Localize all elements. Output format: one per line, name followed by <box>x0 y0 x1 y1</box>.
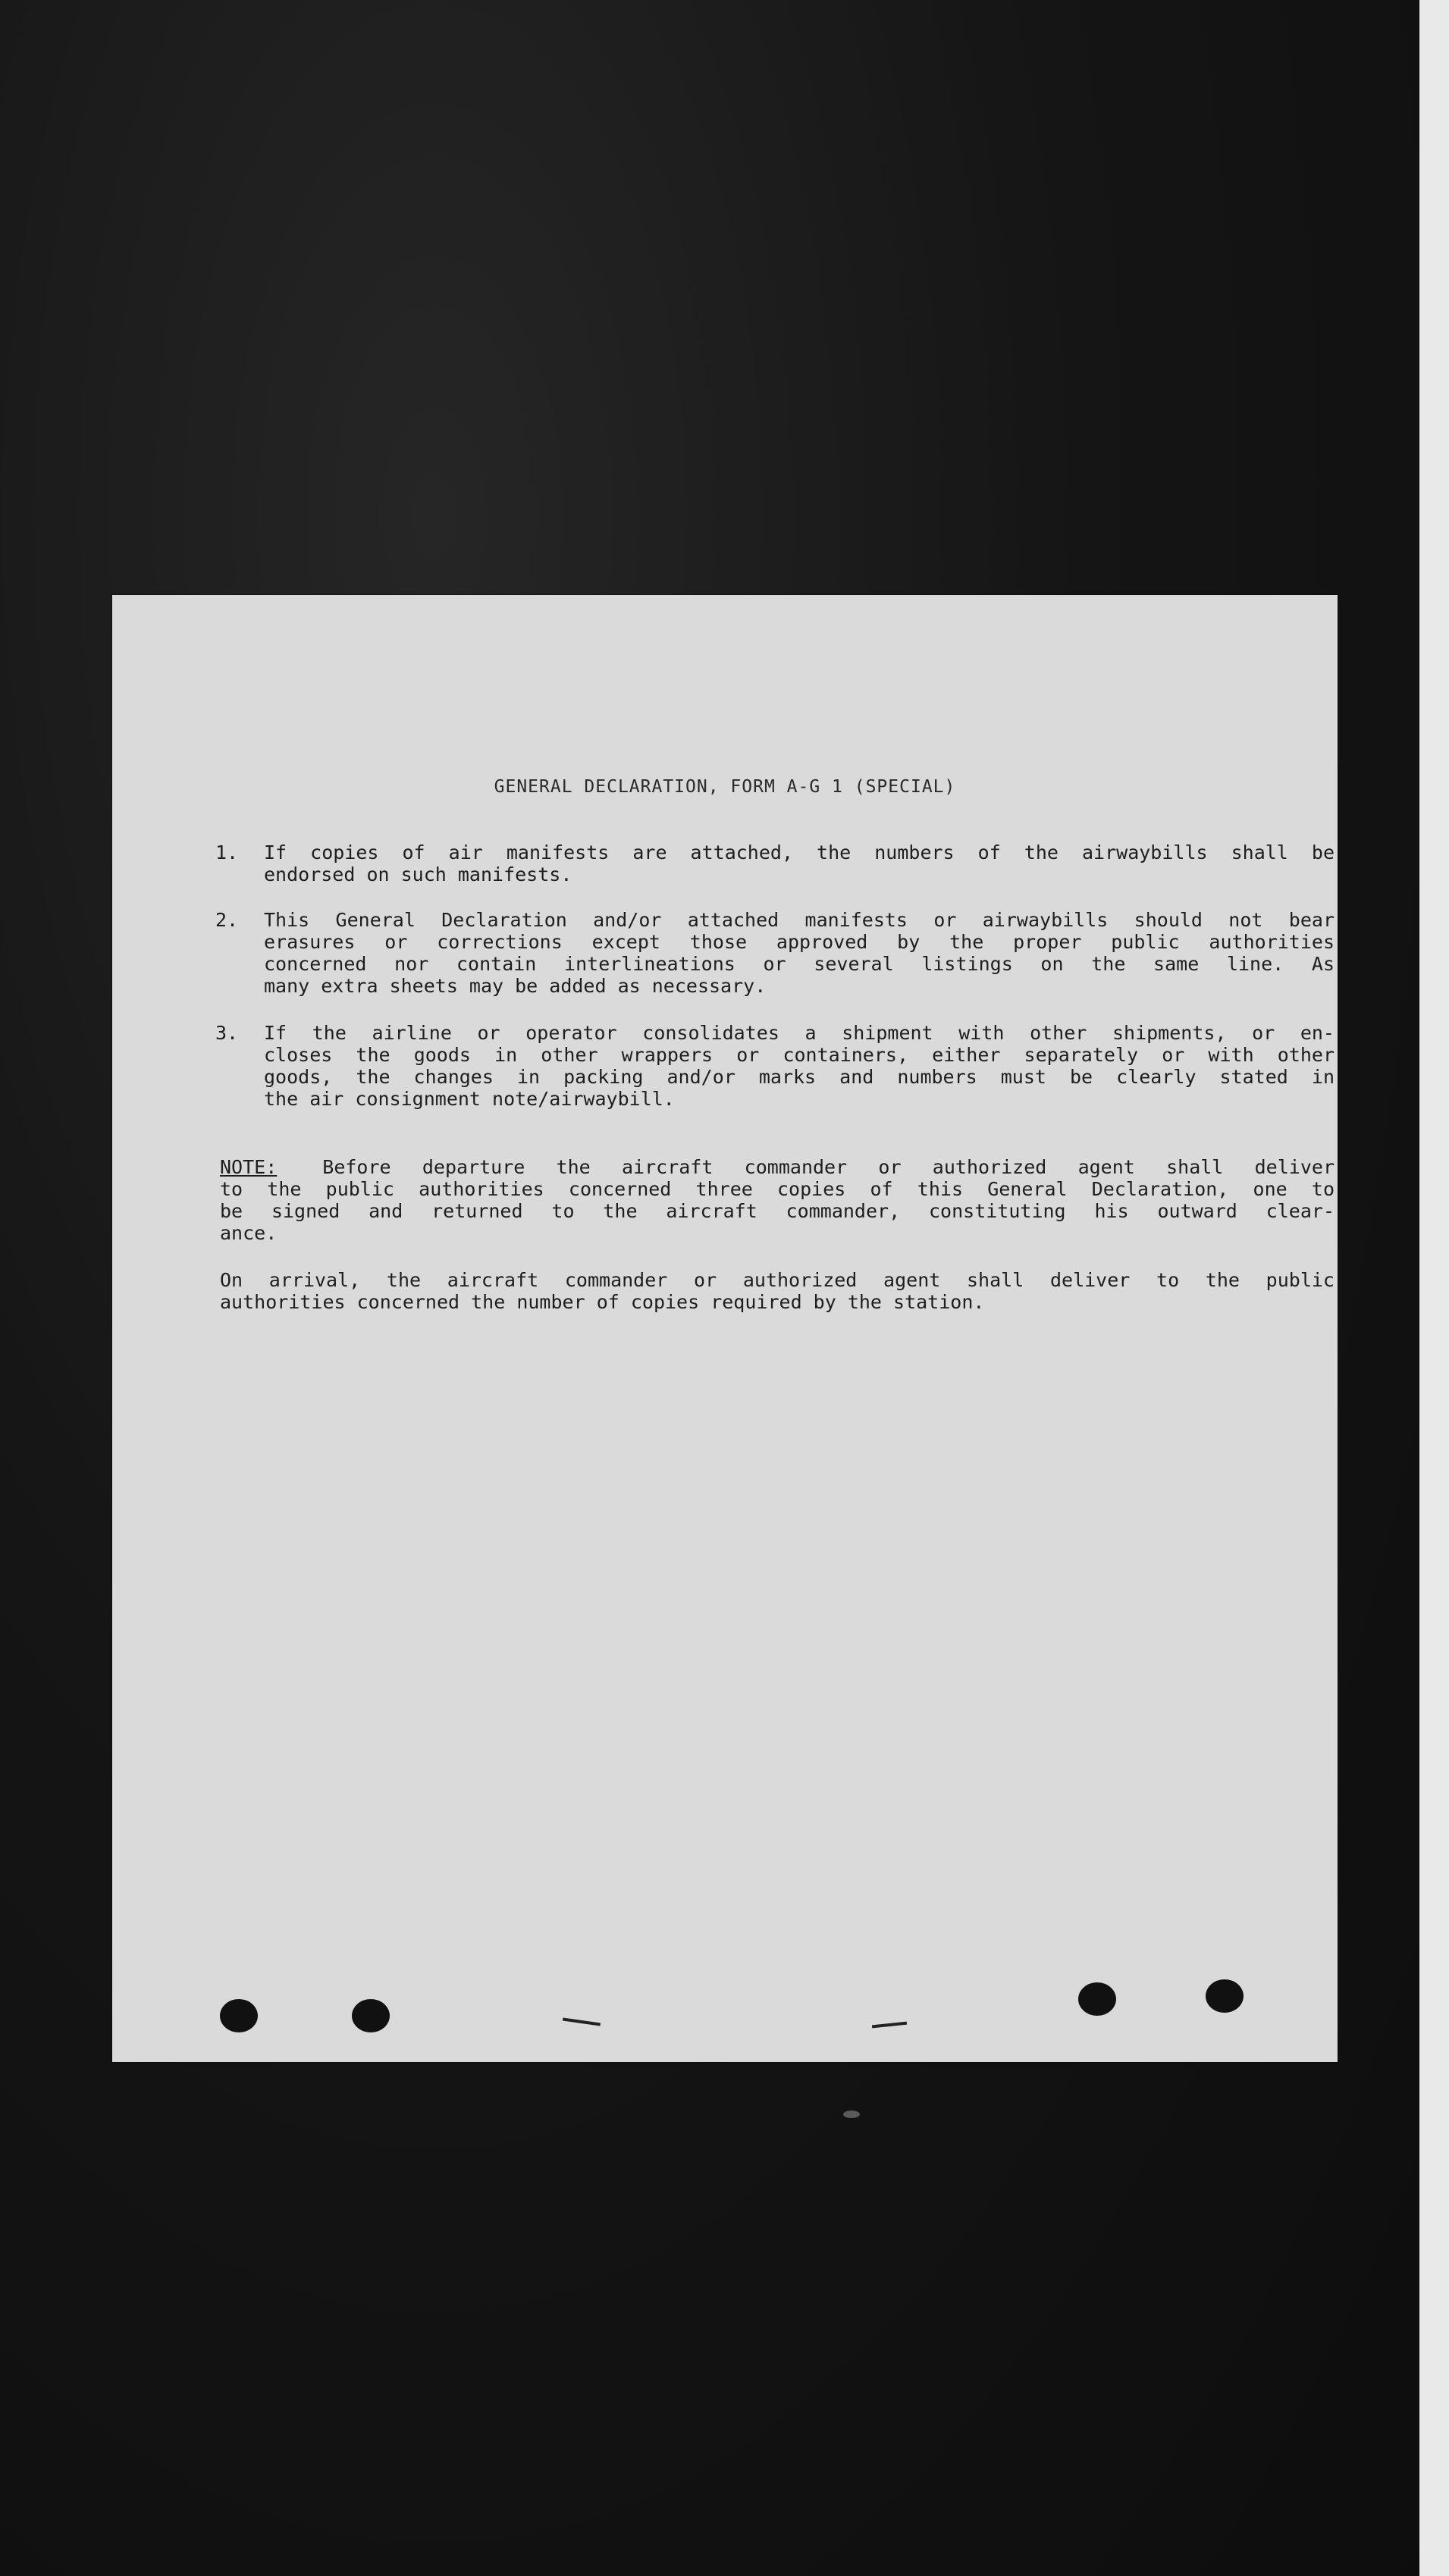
text-line: to the public authorities concerned three copies of this General Declaration, one to <box>220 1178 1335 1200</box>
item-text <box>264 841 1335 885</box>
item-number: 3. <box>215 1022 239 1044</box>
ink-mark <box>563 2018 601 2026</box>
document-title: GENERAL DECLARATION, FORM A-G 1 (SPECIAL) <box>494 777 956 797</box>
text-line: If the airline or operator consolidates a shipment with other shipments, or en- <box>264 1022 1335 1044</box>
text-line: authorities concerned the number of copies required by the station. <box>220 1291 985 1313</box>
text-line: On arrival, the aircraft commander or authorized agent shall deliver to the public <box>220 1269 1335 1291</box>
item-text <box>264 1022 1335 1110</box>
text-line: Before departure the aircraft commander or authorized agent shall deliver <box>322 1156 1335 1178</box>
note-paragraph <box>220 1156 1335 1244</box>
document-page <box>112 595 1338 2062</box>
text-line: many extra sheets may be added as necessary. <box>264 975 767 997</box>
text-line: goods, the changes in packing and/or marks and numbers must be clearly stated in <box>264 1066 1335 1088</box>
note-label: NOTE: <box>220 1156 278 1178</box>
text-line: This General Declaration and/or attached manifests or airwaybills should not bear <box>264 909 1335 931</box>
punch-hole <box>352 1999 390 2032</box>
text-line: ance. <box>220 1222 278 1244</box>
text-line: endorsed on such manifests. <box>264 863 572 885</box>
ink-mark <box>872 2022 907 2029</box>
text-line: concerned nor contain interlineations or several listings on the same line. As <box>264 953 1335 975</box>
scan-smudge <box>843 2111 860 2118</box>
punch-hole <box>1206 1979 1244 2013</box>
text-line: If copies of air manifests are attached, the numbers of the airwaybills shall be <box>264 841 1335 863</box>
text-line: the air consignment note/airwaybill. <box>264 1088 675 1110</box>
item-text <box>264 909 1335 997</box>
scan-edge-strip <box>1419 0 1449 2576</box>
arrival-paragraph <box>220 1269 1335 1313</box>
punch-hole <box>220 1999 258 2032</box>
text-line: erasures or corrections except those approved by the proper public authorities <box>264 931 1335 953</box>
text-line: closes the goods in other wrappers or containers, either separately or with other <box>264 1044 1335 1066</box>
note-first-line <box>220 1156 1335 1178</box>
item-number: 1. <box>215 841 239 863</box>
punch-hole <box>1078 1982 1116 2016</box>
text-line: be signed and returned to the aircraft commander, constituting his outward clear- <box>220 1200 1335 1222</box>
item-number: 2. <box>215 909 239 931</box>
